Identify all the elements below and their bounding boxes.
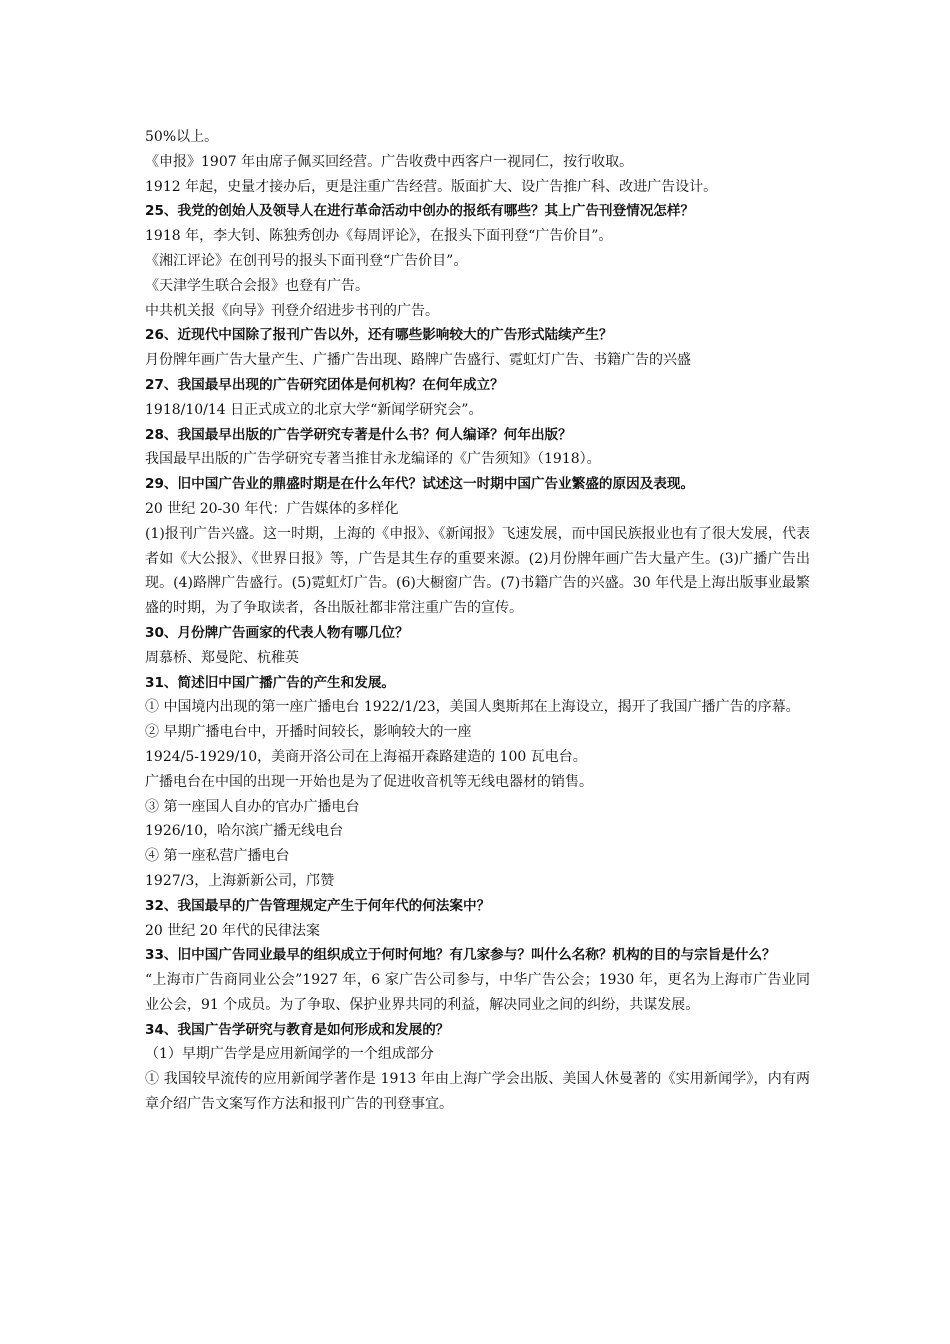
answer-line: 1924/5-1929/10，美商开洛公司在上海福开森路建造的 100 瓦电台。: [145, 748, 587, 765]
answer-line: ② 早期广播电台中，开播时间较长，影响较大的一座: [145, 724, 472, 741]
question-heading-30: 30、月份牌广告画家的代表人物有哪几位？: [145, 624, 409, 641]
question-heading-31: 31、简述旧中国广播广告的产生和发展。: [145, 674, 396, 691]
answer-line: ④ 第一座私营广播电台: [145, 848, 290, 865]
question-heading-33: 33、旧中国广告同业最早的组织成立于何时何地？有几家参与？叫什么名称？机构的目的与宗旨是什么？: [145, 947, 776, 964]
answer-line: 1912 年起，史量才接办后，更是注重广告经营。版面扩大、设广告推广科、改进广告设计。: [145, 178, 718, 195]
question-heading-32: 32、我国最早的广告管理规定产生于何年代的何法案中？: [145, 897, 491, 914]
question-heading-26: 26、近现代中国除了报刊广告以外，还有哪些影响较大的广告形式陆续产生？: [145, 327, 613, 344]
answer-paragraph: “上海市广告商同业公会”1927 年，6 家广告公司参与，中华广告公会；1930 年，更名为上海市广告业同业公会，91 个成员。为了争取、保护业界共同的利益，解决同业之间的纠纷，共谋发展。: [145, 972, 810, 1013]
answer-line: 我国最早出版的广告学研究专著当推甘永龙编译的《广告须知》（1918）。: [145, 451, 601, 468]
question-heading-34: 34、我国广告学研究与教育是如何形成和发展的？: [145, 1021, 450, 1038]
answer-line: 《天津学生联合会报》也登有广告。: [145, 277, 369, 294]
answer-line: 周慕桥、郑曼陀、杭稚英: [145, 649, 299, 666]
answer-line: 广播电台在中国的出现一开始也是为了促进收音机等无线电器材的销售。: [145, 773, 593, 790]
answer-line: 1918/10/14 日正式成立的北京大学“新闻学研究会”。: [145, 401, 483, 418]
answer-line: 50%以上。: [145, 129, 219, 145]
answer-line: 《湘江评论》在创刊号的报头下面刊登“广告价目”。: [145, 252, 468, 269]
answer-line: 1926/10，哈尔滨广播无线电台: [145, 823, 344, 840]
answer-line: ③ 第一座国人自办的官办广播电台: [145, 798, 360, 815]
answer-line: 《申报》1907 年由席子佩买回经营。广告收费中西客户一视同仁，按行收取。: [145, 153, 634, 170]
answer-line: 中共机关报《向导》刊登介绍进步书刊的广告。: [145, 302, 439, 319]
answer-line: 1927/3，上海新新公司，邝赞: [145, 872, 335, 889]
answer-line: 1918 年，李大钊、陈独秀创办《每周评论》，在报头下面刊登“广告价目”。: [145, 228, 613, 245]
question-heading-29: 29、旧中国广告业的鼎盛时期是在什么年代？试述这一时期中国广告业繁盛的原因及表现。: [145, 476, 695, 493]
answer-line: 20 世纪 20 年代的民律法案: [145, 922, 320, 939]
answer-paragraph: ① 中国境内出现的第一座广播电台 1922/1/23，美国人奥斯邦在上海设立，揭开了我国广播广告的序幕。: [145, 699, 800, 716]
answer-line: 20 世纪 20-30 年代：广告媒体的多样化: [145, 500, 399, 517]
question-heading-28: 28、我国最早出版的广告学研究专著是什么书？何人编译？何年出版？: [145, 426, 572, 443]
question-heading-27: 27、我国最早出现的广告研究团体是何机构？在何年成立？: [145, 376, 504, 393]
document-page: [145, 125, 810, 1117]
answer-paragraph: ① 我国较早流传的应用新闻学著作是 1913 年由上海广学会出版、美国人休曼著的《实用新闻学》，内有两章介绍广告文案写作方法和报刊广告的刊登事宜。: [145, 1071, 810, 1113]
answer-line: 月份牌年画广告大量产生、广播广告出现、路牌广告盛行、霓虹灯广告、书籍广告的兴盛: [145, 352, 691, 369]
answer-line: （1）早期广告学是应用新闻学的一个组成部分: [145, 1046, 434, 1063]
answer-paragraph: (1)报刊广告兴盛。这一时期，上海的《申报》、《新闻报》飞速发展，而中国民族报业也有了很大发展，代表者如《大公报》、《世界日报》等，广告是其生存的重要来源。(2)月份牌年画广告大量产生。(3)广播广告出现。(4)路牌广告盛行。(5)霓虹灯广告。(6)大橱窗广告。(7)书籍广告的兴盛。30 年代是上海出版事业最繁盛的时期，为了争取读者，各出版社都非常注重广告的宣传。: [145, 525, 810, 617]
question-heading-25: 25、我党的创始人及领导人在进行革命活动中创办的报纸有哪些？其上广告刊登情况怎样？: [145, 203, 695, 220]
